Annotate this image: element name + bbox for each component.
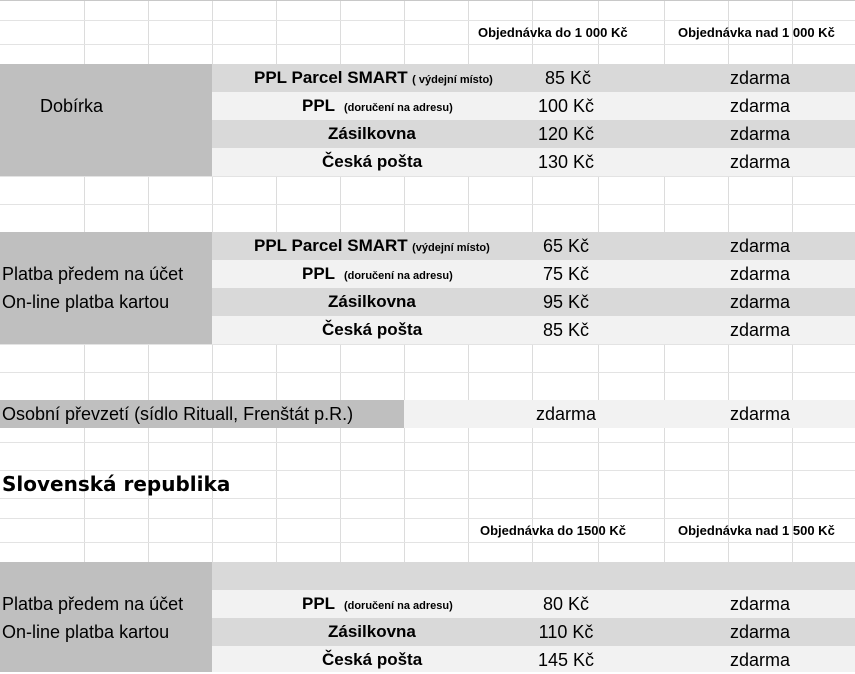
free-cell: zdarma [729, 292, 791, 312]
free-cell: zdarma [729, 264, 791, 284]
price-cell: 85 Kč [542, 320, 590, 340]
price-cell: 80 Kč [542, 594, 590, 614]
column-header-over: Objednávka nad 1 000 Kč [678, 25, 835, 40]
price-cell: 75 Kč [542, 264, 590, 284]
carrier-name: PPL Parcel SMART [254, 236, 408, 255]
free-cell: zdarma [729, 404, 791, 424]
payment-method-label: Platba předem na účet [2, 264, 184, 284]
free-cell: zdarma [729, 650, 791, 670]
free-cell: zdarma [729, 622, 791, 642]
carrier-note: (doručení na adresu) [343, 270, 453, 282]
carrier-note: (výdejní místo) [412, 242, 490, 254]
pickup-label: Osobní převzetí (sídlo Rituall, Frenštát p.R.) [2, 404, 354, 424]
table-row [254, 232, 490, 260]
free-cell: zdarma [729, 96, 791, 116]
carrier-note: (doručení na adresu) [343, 102, 453, 114]
carrier-note: ( výdejní místo) [412, 74, 493, 86]
table-row [302, 590, 453, 618]
price-cell: 120 Kč [537, 124, 595, 144]
payment-method-label: On-line platba kartou [2, 622, 170, 642]
payment-method-label: On-line platba kartou [2, 292, 170, 312]
carrier-note: (doručení na adresu) [343, 600, 453, 612]
price-cell: 65 Kč [542, 236, 590, 256]
free-cell: zdarma [729, 124, 791, 144]
price-cell: 85 Kč [544, 68, 592, 88]
table-row [254, 64, 493, 92]
table-row [302, 92, 453, 120]
price-cell: 100 Kč [537, 96, 595, 116]
block3-row-bg [212, 562, 855, 590]
section-title: Slovenská republika [2, 472, 231, 496]
carrier-name: PPL [302, 264, 336, 283]
price-cell: 110 Kč [538, 622, 594, 642]
price-cell: zdarma [535, 404, 597, 424]
free-cell: zdarma [729, 320, 791, 340]
carrier-name: Česká pošta [322, 320, 423, 339]
price-cell: 130 Kč [537, 152, 595, 172]
block1-label-cell [0, 64, 212, 176]
column-header-over: Objednávka nad 1 500 Kč [678, 523, 835, 538]
column-header-upto: Objednávka do 1 000 Kč [478, 25, 628, 40]
free-cell: zdarma [729, 594, 791, 614]
payment-method-label: Platba předem na účet [2, 594, 184, 614]
carrier-name: Zásilkovna [328, 292, 416, 311]
price-cell: 145 Kč [537, 650, 595, 670]
price-cell: 95 Kč [542, 292, 590, 312]
carrier-name: Zásilkovna [328, 622, 416, 641]
carrier-name: Zásilkovna [328, 124, 416, 143]
carrier-name: PPL [302, 594, 336, 613]
carrier-name: PPL [302, 96, 336, 115]
free-cell: zdarma [729, 236, 791, 256]
column-header-upto: Objednávka do 1500 Kč [480, 523, 626, 538]
carrier-name: Česká pošta [322, 152, 423, 171]
carrier-name: Česká pošta [322, 650, 423, 669]
free-cell: zdarma [729, 68, 791, 88]
carrier-name: PPL Parcel SMART [254, 68, 408, 87]
free-cell: zdarma [729, 152, 791, 172]
payment-method-label: Dobírka [40, 96, 104, 116]
table-row [302, 260, 453, 288]
